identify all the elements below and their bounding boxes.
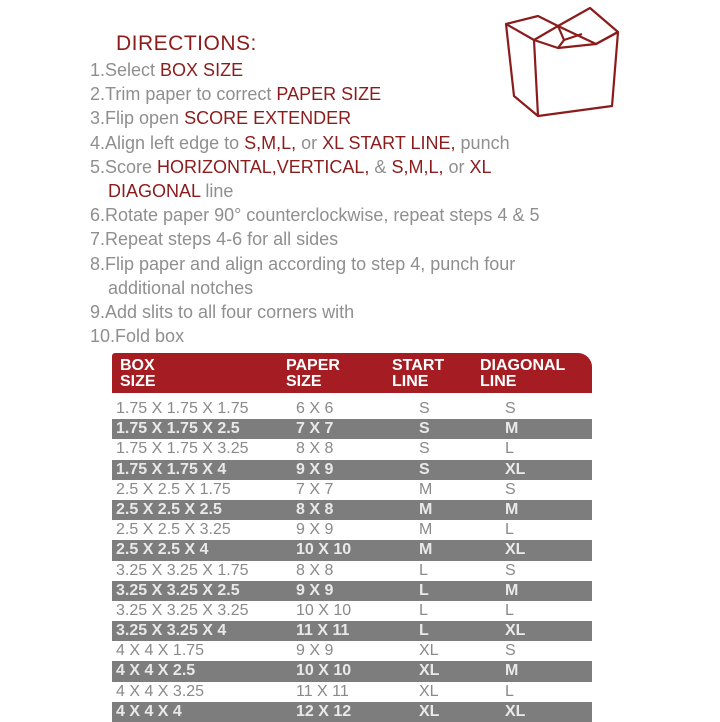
header-paper-size: PAPER SIZE bbox=[286, 357, 340, 390]
table-row bbox=[112, 641, 592, 661]
box-size-cell: 3.25 X 3.25 X 3.25 bbox=[116, 601, 249, 619]
paper-size-cell: 11 X 11 bbox=[296, 622, 350, 640]
paper-size-cell: 10 X 10 bbox=[296, 541, 352, 559]
start-line-cell: XL bbox=[419, 642, 439, 660]
paper-size-cell: 8 X 8 bbox=[296, 561, 334, 579]
diagonal-line-cell: XL bbox=[505, 541, 526, 559]
box-size-cell: 3.25 X 3.25 X 1.75 bbox=[116, 561, 249, 579]
box-size-cell: 1.75 X 1.75 X 3.25 bbox=[116, 440, 249, 458]
paper-size-cell: 9 X 9 bbox=[296, 642, 334, 660]
start-line-cell: M bbox=[419, 541, 433, 559]
start-line-cell: XL bbox=[419, 662, 440, 680]
table-row bbox=[112, 702, 592, 722]
start-line-cell: L bbox=[419, 581, 429, 599]
table-row bbox=[112, 419, 592, 439]
box-size-cell: 3.25 X 3.25 X 2.5 bbox=[116, 581, 240, 599]
diagonal-line-cell: L bbox=[505, 601, 514, 619]
diagonal-line-cell: L bbox=[505, 440, 514, 458]
table-row bbox=[112, 520, 592, 540]
paper-size-cell: 8 X 8 bbox=[296, 440, 334, 458]
diagonal-line-cell: M bbox=[505, 420, 519, 438]
box-size-cell: 4 X 4 X 4 bbox=[116, 702, 182, 720]
box-size-cell: 2.5 X 2.5 X 2.5 bbox=[116, 500, 222, 518]
table-row bbox=[112, 439, 592, 459]
table-row bbox=[112, 500, 592, 520]
paper-size-cell: 8 X 8 bbox=[296, 500, 334, 518]
start-line-cell: M bbox=[419, 500, 433, 518]
box-size-cell: 1.75 X 1.75 X 1.75 bbox=[116, 400, 249, 417]
box-size-cell: 4 X 4 X 2.5 bbox=[116, 662, 196, 680]
table-row bbox=[112, 581, 592, 601]
start-line-cell: M bbox=[419, 521, 433, 539]
directions-title: DIRECTIONS: bbox=[116, 32, 257, 55]
start-line-cell: XL bbox=[419, 682, 439, 700]
start-line-cell: S bbox=[419, 460, 430, 478]
paper-size-cell: 12 X 12 bbox=[296, 702, 352, 720]
step-4: 4.Align left edge to S,M,L, or XL START LINE, punch bbox=[90, 132, 510, 153]
table-row bbox=[112, 540, 592, 560]
box-size-cell: 1.75 X 1.75 X 4 bbox=[116, 460, 227, 478]
box-size-cell: 4 X 4 X 3.25 bbox=[116, 682, 205, 700]
directions-steps bbox=[90, 58, 650, 348]
table-row bbox=[112, 460, 592, 480]
table-row bbox=[112, 480, 592, 500]
diagonal-line-cell: XL bbox=[505, 460, 526, 478]
step-10: 10.Fold box bbox=[90, 326, 185, 347]
header-diagonal-line: DIAGONAL LINE bbox=[480, 357, 566, 390]
start-line-cell: L bbox=[419, 601, 428, 619]
diagonal-line-cell: L bbox=[505, 682, 514, 700]
paper-size-cell: 10 X 10 bbox=[296, 601, 352, 619]
paper-size-cell: 11 X 11 bbox=[296, 682, 349, 700]
paper-size-cell: 6 X 6 bbox=[296, 400, 334, 417]
paper-size-cell: 9 X 9 bbox=[296, 581, 334, 599]
start-line-cell: M bbox=[419, 480, 433, 498]
step-2: 2.Trim paper to correct PAPER SIZE bbox=[90, 84, 382, 105]
diagonal-line-cell: S bbox=[505, 642, 516, 660]
paper-size-cell: 10 X 10 bbox=[296, 662, 352, 680]
table-row bbox=[112, 661, 592, 681]
table-row bbox=[112, 682, 592, 702]
diagonal-line-cell: M bbox=[505, 662, 519, 680]
diagonal-line-cell: M bbox=[505, 581, 519, 599]
table-row bbox=[112, 621, 592, 641]
paper-size-cell: 9 X 9 bbox=[296, 521, 334, 539]
step-6: 6.Rotate paper 90° counterclockwise, repeat steps 4 & 5 bbox=[90, 205, 540, 226]
box-size-cell: 4 X 4 X 1.75 bbox=[116, 642, 205, 660]
table-row bbox=[112, 399, 592, 419]
box-size-cell: 1.75 X 1.75 X 2.5 bbox=[116, 420, 240, 438]
step-7: 7.Repeat steps 4-6 for all sides bbox=[90, 229, 339, 250]
diagonal-line-cell: L bbox=[505, 521, 514, 539]
start-line-cell: L bbox=[419, 622, 429, 640]
header-box-size: BOX SIZE bbox=[120, 357, 156, 390]
step-3: 3.Flip open SCORE EXTENDER bbox=[90, 108, 352, 129]
header-start-line: START LINE bbox=[392, 357, 445, 390]
diagonal-line-cell: S bbox=[505, 480, 516, 498]
step-5: 5.Score HORIZONTAL,VERTICAL, & S,M,L, or XL DIAGONAL line bbox=[90, 156, 492, 202]
table-row bbox=[112, 601, 592, 621]
paper-size-cell: 7 X 7 bbox=[296, 420, 334, 438]
start-line-cell: S bbox=[419, 440, 430, 458]
start-line-cell: S bbox=[419, 420, 430, 438]
paper-size-cell: 9 X 9 bbox=[296, 460, 334, 478]
diagonal-line-cell: XL bbox=[505, 622, 526, 640]
box-size-cell: 3.25 X 3.25 X 4 bbox=[116, 622, 227, 640]
box-size-cell: 2.5 X 2.5 X 3.25 bbox=[116, 521, 231, 539]
table-header bbox=[112, 353, 592, 393]
step-8: 8.Flip paper and align according to step 4, punch four additional notches bbox=[90, 253, 516, 298]
paper-size-cell: 7 X 7 bbox=[296, 480, 334, 498]
diagonal-line-cell: M bbox=[505, 500, 519, 518]
diagonal-line-cell: S bbox=[505, 400, 516, 417]
step-9: 9.Add slits to all four corners with bbox=[90, 302, 355, 323]
start-line-cell: L bbox=[419, 561, 428, 579]
table-row bbox=[112, 561, 592, 581]
box-size-cell: 2.5 X 2.5 X 4 bbox=[116, 541, 209, 559]
step-1: 1.Select BOX SIZE bbox=[90, 60, 244, 80]
diagonal-line-cell: XL bbox=[505, 702, 526, 720]
start-line-cell: S bbox=[419, 400, 430, 417]
diagonal-line-cell: S bbox=[505, 561, 516, 579]
box-size-cell: 2.5 X 2.5 X 1.75 bbox=[116, 480, 231, 498]
start-line-cell: XL bbox=[419, 702, 440, 720]
size-table bbox=[112, 399, 592, 722]
